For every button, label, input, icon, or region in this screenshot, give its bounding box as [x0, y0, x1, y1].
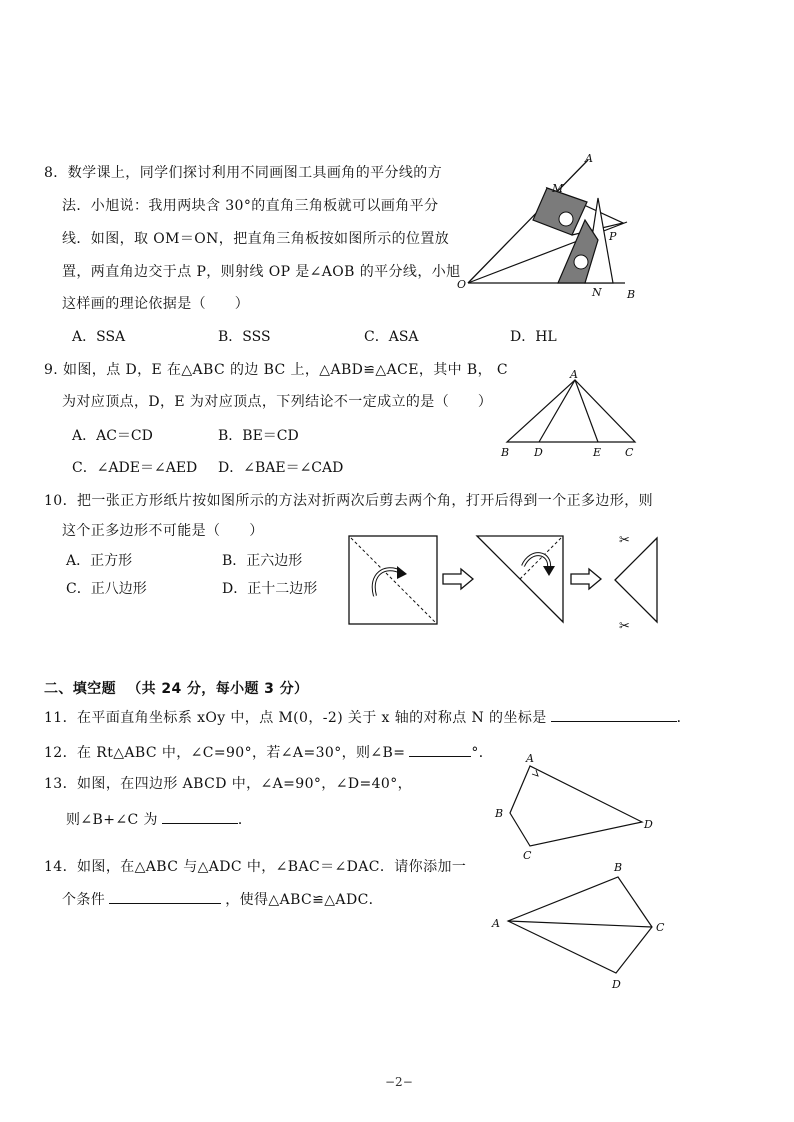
- label-b: B: [495, 807, 504, 820]
- ruler-hole-upper: [559, 212, 573, 226]
- q8-option-c[interactable]: C．ASA: [364, 329, 419, 345]
- q8-line-3: 线．如图，取 OM＝ON，把直角三角板按如图所示的位置放: [62, 231, 450, 247]
- label-d: D: [534, 446, 543, 459]
- cut-triangle: [615, 538, 657, 622]
- q12-answer-blank[interactable]: [409, 742, 471, 757]
- section-note: （共 24 分，每小题 3 分）: [127, 681, 309, 697]
- label-b: B: [501, 446, 510, 459]
- label-e: E: [593, 446, 602, 459]
- q9-option-a[interactable]: A．AC＝CD: [72, 428, 153, 444]
- label-p: P: [609, 230, 617, 243]
- q11-answer-blank[interactable]: [551, 707, 677, 722]
- q10-option-c[interactable]: C．正八边形: [66, 581, 147, 597]
- q13-line-2: [66, 809, 252, 829]
- q13-text: 则∠B+∠C 为: [66, 812, 158, 828]
- label-o: O: [457, 278, 467, 291]
- page-number: −2−: [385, 1075, 413, 1089]
- label-c: C: [523, 849, 532, 862]
- q10-line-2: 这个正多边形不可能是（ ）: [62, 523, 264, 539]
- q9-line-1: 9. 如图，点 D，E 在△ABC 的边 BC 上，△ABD≌△ACE，其中 B， C: [44, 362, 508, 378]
- q8-option-a[interactable]: A．SSA: [72, 329, 126, 345]
- section-name: 二、填空题: [44, 681, 116, 697]
- segment-ae: [575, 380, 598, 442]
- triangle-abc: [507, 380, 635, 442]
- q10-line-1: 10．把一张正方形纸片按如图所示的方法对折两次后剪去两个角，打开后得到一个正多边形，则: [44, 493, 654, 509]
- scissors-icon: ✂: [619, 533, 630, 548]
- label-a: A: [585, 152, 593, 165]
- q8-line-1: 8．数学课上，同学们探讨利用不同画图工具画角的平分线的方: [44, 165, 443, 181]
- q8-option-b[interactable]: B．SSS: [218, 329, 271, 345]
- label-n: N: [592, 286, 602, 299]
- q14-text-a: 个条件: [62, 892, 106, 908]
- q9-option-d[interactable]: D．∠BAE＝∠CAD: [218, 460, 344, 476]
- q9-line-2: 为对应顶点，D，E 为对应顶点，下列结论不一定成立的是（ ）: [62, 394, 493, 410]
- q14-line-2: [62, 889, 383, 909]
- q11-text: 11．在平面直角坐标系 xOy 中，点 M(0，-2) 关于 x 轴的对称点 N 的坐标是: [44, 710, 547, 726]
- label-c: C: [656, 921, 665, 934]
- q9-figure: [495, 368, 645, 460]
- q14-line-1: 14．如图，在△ABC 与△ADC 中，∠BAC＝∠DAC．请你添加一: [44, 859, 467, 875]
- ruler-hole-lower: [574, 255, 588, 269]
- q12-end: °．: [471, 745, 494, 761]
- label-d: D: [612, 978, 621, 991]
- q14-figure: [488, 855, 678, 995]
- quadrilateral-abcd: [510, 766, 642, 846]
- diagonal-ac: [508, 921, 652, 927]
- q8-figure: [455, 150, 645, 305]
- label-d: D: [644, 818, 653, 831]
- next-arrow-icon-2: [571, 569, 601, 589]
- kite-abcd: [508, 877, 652, 973]
- label-c: C: [625, 446, 634, 459]
- square-paper: [349, 536, 437, 624]
- q9-option-b[interactable]: B．BE＝CD: [218, 428, 299, 444]
- label-a: A: [526, 752, 534, 765]
- q10-option-b[interactable]: B．正六边形: [222, 553, 303, 569]
- q9-option-c[interactable]: C．∠ADE＝∠AED: [72, 460, 198, 476]
- label-b: B: [614, 861, 623, 874]
- q13-end: ．: [237, 812, 253, 828]
- q8-line-5: 这样画的理论依据是（ ）: [62, 296, 250, 312]
- q11: [44, 707, 691, 727]
- q13-figure: [490, 750, 660, 865]
- q12-text: 12．在 Rt△ABC 中，∠C=90°，若∠A=30°，则∠B=: [44, 745, 406, 761]
- q14-answer-blank[interactable]: [109, 889, 221, 904]
- q10-option-a[interactable]: A．正方形: [66, 553, 133, 569]
- label-a: A: [570, 368, 578, 381]
- section-title: [44, 680, 308, 698]
- scissors-icon-2: ✂: [619, 619, 630, 634]
- label-a: A: [492, 917, 500, 930]
- right-angle-mark: [532, 770, 538, 776]
- q8-option-d[interactable]: D．HL: [510, 329, 557, 345]
- q10-figure: [345, 528, 665, 638]
- q13-line-1: 13．如图，在四边形 ABCD 中，∠A=90°，∠D=40°，: [44, 776, 412, 792]
- segment-ad: [539, 380, 575, 442]
- q8-line-2: 法．小旭说：我用两块含 30°的直角三角板就可以画角平分: [62, 198, 439, 214]
- q11-end: ．: [676, 710, 692, 726]
- q10-option-d[interactable]: D．正十二边形: [222, 581, 318, 597]
- q13-answer-blank[interactable]: [162, 809, 238, 824]
- next-arrow-icon: [443, 569, 473, 589]
- q12: [44, 742, 493, 762]
- label-m: M: [552, 182, 564, 195]
- label-b: B: [627, 288, 636, 301]
- q14-text-b: ，使得△ABC≌△ADC．: [225, 892, 384, 908]
- q8-line-4: 置，两直角边交于点 P，则射线 OP 是∠AOB 的平分线，小旭: [62, 264, 461, 280]
